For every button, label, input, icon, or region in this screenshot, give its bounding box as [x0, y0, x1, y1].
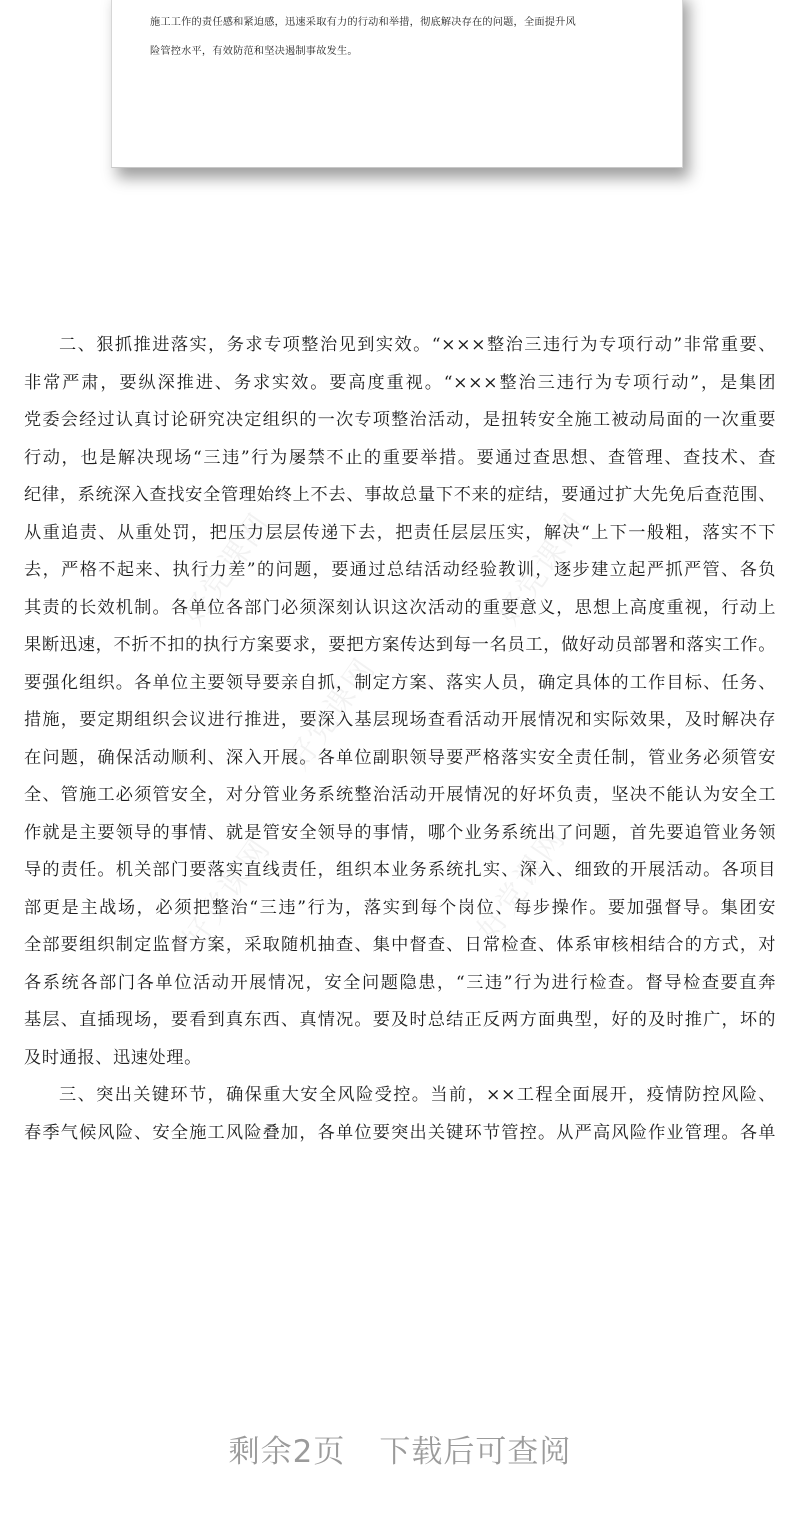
previous-page-line: 施工工作的责任感和紧迫感，迅速采取有力的行动和举措，彻底解决存在的问题，全面提升风	[150, 17, 576, 28]
watermark: 好党课网	[175, 506, 278, 632]
remaining-pages-count: 剩余2页	[228, 1434, 346, 1470]
previous-page-card	[111, 0, 683, 168]
text-line: 三、突出关键环节，确保重大安全风险受控。当前，××工程全面展开，疫情防控风险、	[59, 1085, 776, 1105]
watermark: 好党课网	[470, 821, 573, 947]
text-line: 从重追责、从重处罚，把压力层层传递下去，把责任层层压实，解决“上下一般粗，落实不下	[24, 522, 776, 543]
text-line: 导的责任。机关部门要落实直线责任，组织本业务系统扎实、深入、细致的开展活动。各项目	[24, 860, 776, 880]
watermark: 好党课网	[280, 651, 383, 777]
text-line: 全、管施工必须管安全，对分管业务系统整治活动开展情况的好坏负责，坚决不能认为安全工	[24, 785, 776, 805]
watermark: 好党课网	[175, 831, 278, 957]
text-line: 非常严肃，要纵深推进、务求实效。要高度重视。“×××整治三违行为专项行动”，是集团	[24, 372, 776, 393]
paragraph-section-three	[24, 1077, 776, 1152]
text-line: 二、狠抓推进落实，务求专项整治见到实效。“×××整治三违行为专项行动”非常重要、	[59, 335, 776, 355]
text-line: 行动，也是解决现场“三违”行为屡禁不止的重要举措。要通过查思想、查管理、查技术、查	[24, 447, 776, 468]
previous-page-text	[150, 8, 650, 66]
text-line: 全部要组织制定监督方案，采取随机抽查、集中督查、日常检查、体系审核相结合的方式，对	[24, 935, 776, 955]
previous-page-line: 险管控水平，有效防范和坚决遏制事故发生。	[150, 46, 358, 57]
download-hint[interactable]: 下载后可查阅	[379, 1434, 572, 1470]
text-line: 党委会经过认真讨论研究决定组织的一次专项整治活动，是扭转安全施工被动局面的一次重要	[24, 410, 776, 430]
text-line: 纪律，系统深入查找安全管理始终上不去、事故总量下不来的症结，要通过扩大先免后查范围、	[24, 485, 776, 505]
text-line: 作就是主要领导的事情、就是管安全领导的事情，哪个业务系统出了问题，首先要追管业务领	[24, 822, 776, 843]
text-line: 要强化组织。各单位主要领导要亲自抓，制定方案、落实人员，确定具体的工作目标、任务、	[24, 672, 776, 693]
paragraph-section-two	[24, 327, 776, 1077]
text-line: 果断迅速，不折不扣的执行方案要求，要把方案传达到每一名员工，做好动员部署和落实工作。	[24, 635, 776, 655]
text-line: 措施，要定期组织会议进行推进，要深入基层现场查看活动开展情况和实际效果，及时解决存	[24, 710, 776, 730]
watermark: 好党课网	[490, 506, 593, 632]
text-line: 去，严格不起来、执行力差”的问题，要通过总结活动经验教训，逐步建立起严抓严管、各负	[24, 560, 776, 580]
text-line: 各系统各部门各单位活动开展情况，安全问题隐患，“三违”行为进行检查。督导检查要直奔	[24, 972, 776, 993]
text-line: 基层、直插现场，要看到真东西、真情况。要及时总结正反两方面典型，好的及时推广，坏的	[24, 1010, 776, 1030]
text-line: 部更是主战场，必须把整治“三违”行为，落实到每个岗位、每步操作。要加强督导。集团安	[24, 897, 776, 918]
text-line: 其责的长效机制。各单位各部门必须深刻认识这次活动的重要意义，思想上高度重视，行动上	[24, 597, 776, 618]
document-body	[24, 327, 776, 1152]
remaining-pages-prompt[interactable]	[0, 1426, 800, 1471]
text-line: 春季气候风险、安全施工风险叠加，各单位要突出关键环节管控。从严高风险作业管理。各单	[24, 1122, 776, 1143]
text-line: 在问题，确保活动顺利、深入开展。各单位副职领导要严格落实安全责任制，管业务必须管安	[24, 747, 776, 768]
text-line: 及时通报、迅速处理。	[24, 1047, 202, 1068]
